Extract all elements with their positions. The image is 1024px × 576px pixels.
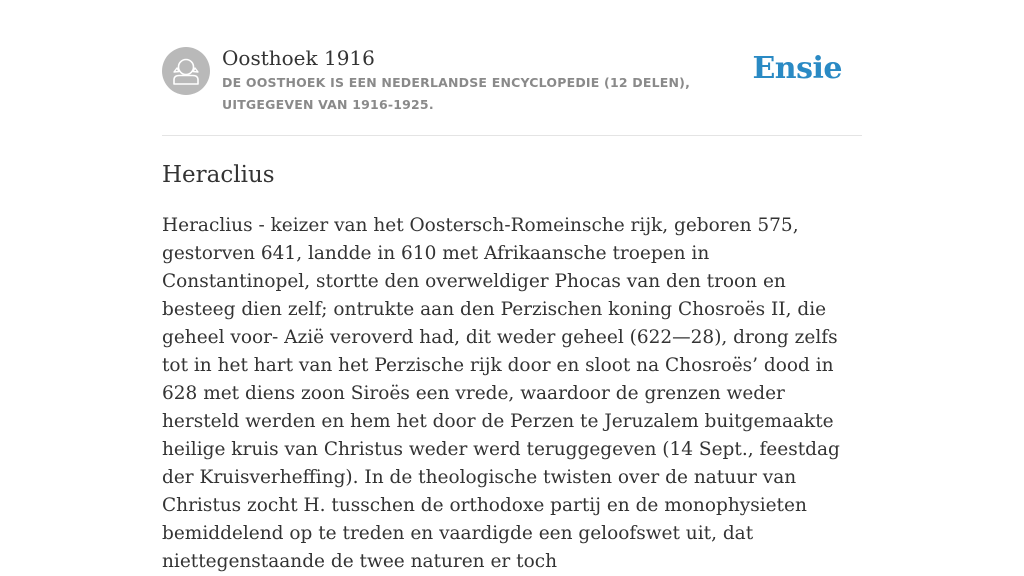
avatar bbox=[162, 47, 210, 95]
article-title: Heraclius bbox=[162, 162, 275, 188]
article-body: Heraclius - keizer van het Oostersch-Romeinsche rijk, geboren 575, gestorven 641, landde in 610 met Afrikaansche troepen in Constantinopel, stortte den overweldiger Phocas van den troon en besteeg dien zelf; ontrukte aan den Perzischen koning Chosroës II, die geheel voor- Azië veroverd had, dit weder geheel (622—28), drong zelfs tot in het hart van het Perzische rijk door en sloot na Chosroës’ dood in 628 met diens zoon Siroës een vrede, waardoor de grenzen weder hersteld werden en hem het door de Perzen te Jeruzalem buitgemaakte heilige kruis van Christus weder werd teruggegeven (14 Sept., feestdag der Kruisverheffing). In de theologische twisten over de natuur van Christus zocht H. tusschen de orthodoxe partij en de monophysieten bemiddelend op te treden en vaardigde een geloofswet uit, dat niettegenstaande de twee naturen er toch bbox=[162, 215, 840, 572]
source-header bbox=[162, 45, 862, 135]
ensie-logo[interactable]: Ensie bbox=[752, 51, 842, 86]
user-icon bbox=[162, 47, 210, 95]
source-description: DE OOSTHOEK IS EEN NEDERLANDSE ENCYCLOPEDIE (12 DELEN), UITGEGEVEN VAN 1916-1925. bbox=[222, 75, 691, 112]
source-title[interactable]: Oosthoek 1916 bbox=[222, 46, 375, 70]
header-divider bbox=[162, 135, 862, 136]
